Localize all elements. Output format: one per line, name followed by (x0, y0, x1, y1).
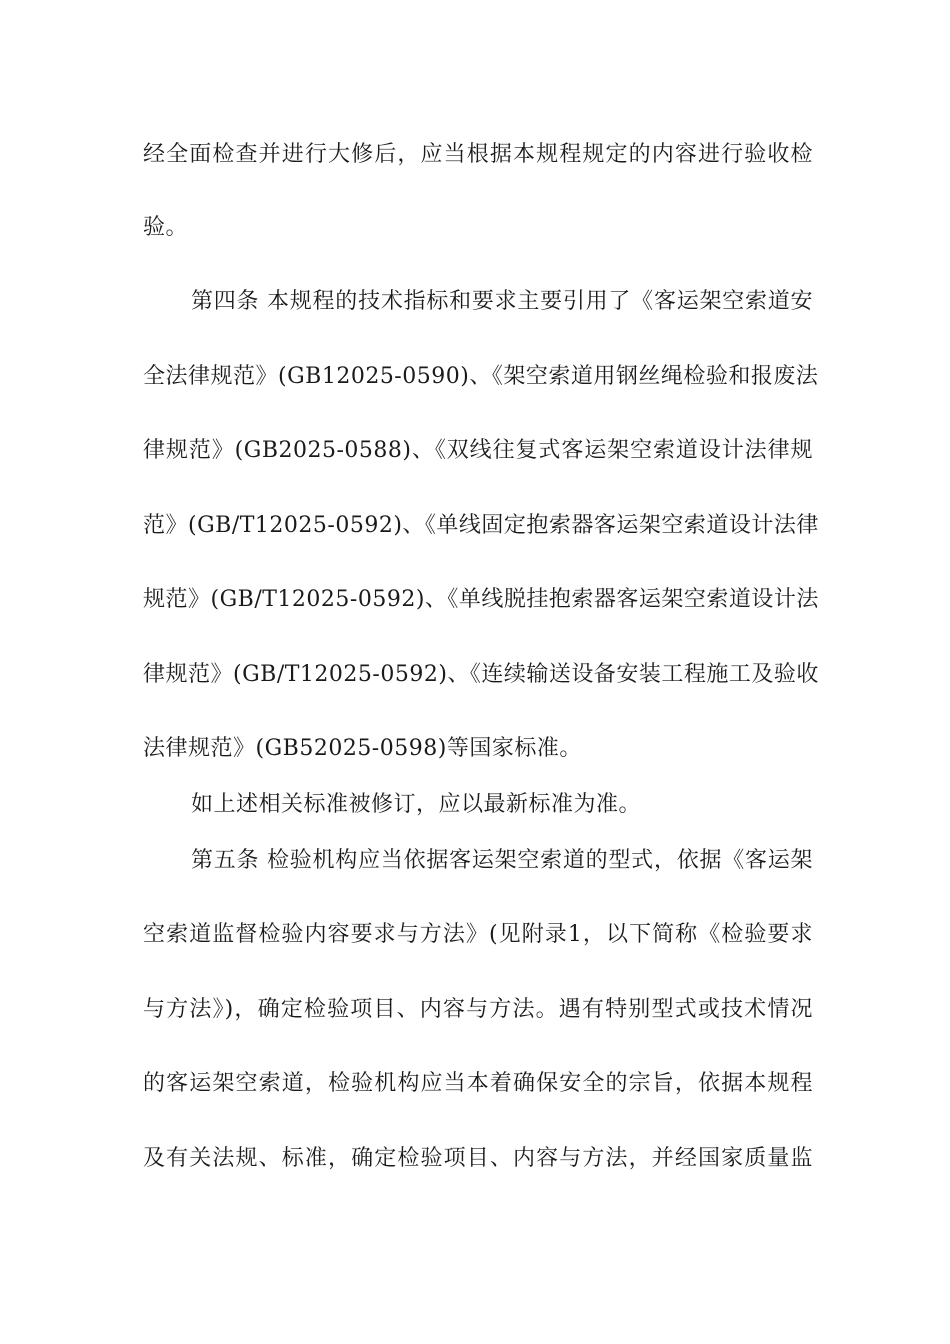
text-line: 验。 (143, 215, 189, 240)
text-line: 范》(GB/T12025-0592)、《单线固定抱索器客运架空索道设计法律 (143, 513, 819, 538)
text-line: 第四条 本规程的技术指标和要求主要引用了《客运架空索道安 (191, 289, 813, 314)
text-line: 规范》(GB/T12025-0592)、《单线脱挂抱索器客运架空索道设计法 (143, 587, 819, 612)
text-line: 及有关法规、标准，确定检验项目、内容与方法，并经国家质量监 (143, 1146, 813, 1171)
text-line: 与方法》)，确定检验项目、内容与方法。遇有特别型式或技术情况 (143, 997, 813, 1022)
text-line: 的客运架空索道，检验机构应当本着确保安全的宗旨，依据本规程 (143, 1071, 813, 1096)
text-line: 如上述相关标准被修订，应以最新标准为准。 (191, 792, 642, 817)
text-line: 第五条 检验机构应当依据客运架空索道的型式，依据《客运架 (191, 848, 813, 873)
text-line: 经全面检查并进行大修后，应当根据本规程规定的内容进行验收检 (143, 142, 813, 167)
text-line: 律规范》(GB2025-0588)、《双线往复式客运架空索道设计法律规 (143, 438, 813, 463)
text-line: 空索道监督检验内容要求与方法》(见附录1，以下简称《检验要求 (143, 922, 813, 947)
text-line: 律规范》(GB/T12025-0592)、《连续输送设备安装工程施工及验收 (143, 662, 819, 687)
text-line: 法律规范》(GB52025-0598)等国家标准。 (143, 736, 582, 761)
text-line: 全法律规范》(GB12025-0590)、《架空索道用钢丝绳检验和报废法 (143, 364, 819, 389)
